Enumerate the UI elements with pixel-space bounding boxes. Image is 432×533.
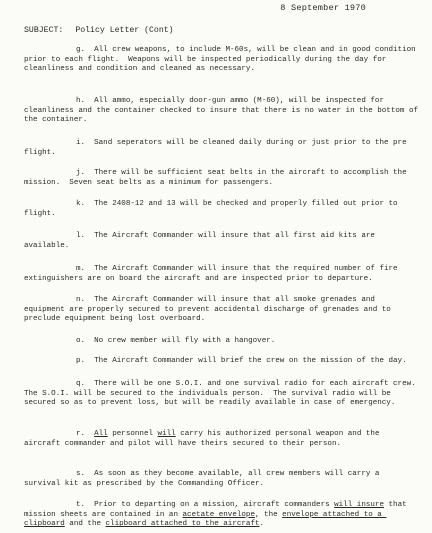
underlined-text: will bbox=[157, 430, 176, 438]
subject-line bbox=[24, 26, 174, 35]
para-text: and the bbox=[64, 520, 106, 529]
para-text: The Aircraft Commander will insure that all smoke grenades and equipment are properly secured to prevent accidental discharge of grenades and to preclude equipment being lost overboard. bbox=[24, 296, 396, 324]
para-letter: t. bbox=[76, 501, 86, 509]
para-letter: h. bbox=[76, 97, 86, 105]
para-text: All crew weapons, to include M-60s, will be clean and in good condition prior to each flight. Weapons will be inspected periodically during the day for cleanliness and condition and cleaned as necessary. bbox=[24, 46, 421, 74]
para-text: The Aircraft Commander will brief the crew on the mission of the day. bbox=[94, 357, 407, 365]
para-text: All ammo, especially door-gun ammo (M-60), will be inspected for cleanliness and the container checked to insure that there is no water in the bottom of the container. bbox=[24, 97, 423, 125]
paragraph-s bbox=[24, 470, 418, 489]
paragraph-n bbox=[24, 296, 418, 325]
paragraph-g bbox=[24, 46, 421, 75]
para-letter: j. bbox=[76, 169, 86, 177]
para-text: The Aircraft Commander will insure that the required number of fire extinguishers are on board the aircraft and are inspected prior to departure. bbox=[24, 265, 403, 283]
paragraph-i bbox=[24, 139, 418, 158]
para-text: The Aircraft Commander will insure that all first aid kits are available. bbox=[24, 232, 380, 250]
para-letter: l. bbox=[76, 232, 86, 240]
letter-date: 8 September 1970 bbox=[280, 3, 366, 13]
paragraph-k bbox=[24, 200, 418, 219]
paragraph-r bbox=[24, 430, 418, 449]
para-letter: k. bbox=[76, 200, 86, 208]
subject-text: Policy Letter (Cont) bbox=[75, 26, 174, 35]
paragraph-t bbox=[24, 501, 418, 530]
para-text: . bbox=[259, 520, 265, 529]
para-text: that mission sheets are contained in an bbox=[24, 501, 412, 519]
para-text: There will be sufficient seat belts in the aircraft to accomplish the mission. Seven seat belts as a minimum for passengers. bbox=[24, 169, 412, 187]
para-letter: m. bbox=[76, 265, 86, 273]
paragraph-o bbox=[24, 337, 418, 347]
paragraph-j bbox=[24, 169, 418, 188]
subject-label: SUBJECT: bbox=[24, 26, 64, 35]
para-text: There will be one S.O.I. and one survival radio for each aircraft crew. The S.O.I. will be secured to the individuals person. The survival radio will be secured so as to prevent loss, but will be readily available in case of emergency. bbox=[24, 380, 425, 408]
para-letter: i. bbox=[76, 139, 86, 147]
paragraph-l bbox=[24, 232, 418, 251]
para-letter: o. bbox=[76, 337, 86, 345]
paragraph-q bbox=[24, 380, 425, 409]
para-letter: p. bbox=[76, 357, 86, 365]
para-text: Sand seperators will be cleaned daily during or just prior to the pre flight. bbox=[24, 139, 412, 157]
para-letter: g. bbox=[76, 46, 86, 54]
para-text: Prior to departing on a mission, aircraft commanders bbox=[94, 501, 335, 509]
para-text: No crew member will fly with a hangover. bbox=[94, 337, 276, 345]
para-text: carry his authorized personal weapon and the aircraft commander and pilot will have theirs secured to their person. bbox=[24, 430, 385, 448]
underlined-text: All bbox=[94, 430, 108, 438]
underlined-text: clipboard attached to the aircraft bbox=[105, 520, 260, 529]
para-text: personnel bbox=[107, 430, 158, 438]
para-letter: n. bbox=[76, 296, 86, 304]
para-letter: r. bbox=[76, 430, 86, 438]
paragraph-p bbox=[24, 357, 418, 367]
underlined-text: envelope attached to a clipboard bbox=[24, 510, 387, 529]
paragraph-h bbox=[24, 97, 423, 126]
para-text: The 2408-12 and 13 will be checked and properly filled out prior to flight. bbox=[24, 200, 403, 218]
para-text: , the bbox=[254, 510, 283, 519]
paragraph-m bbox=[24, 265, 418, 284]
underlined-text: acetate envelope bbox=[182, 510, 255, 519]
para-text: As soon as they become available, all crew members will carry a survival kit as prescribed by the Commanding Officer. bbox=[24, 470, 384, 488]
para-letter: s. bbox=[76, 470, 86, 478]
para-letter: q. bbox=[76, 380, 86, 388]
underlined-text: will insure bbox=[334, 501, 384, 509]
